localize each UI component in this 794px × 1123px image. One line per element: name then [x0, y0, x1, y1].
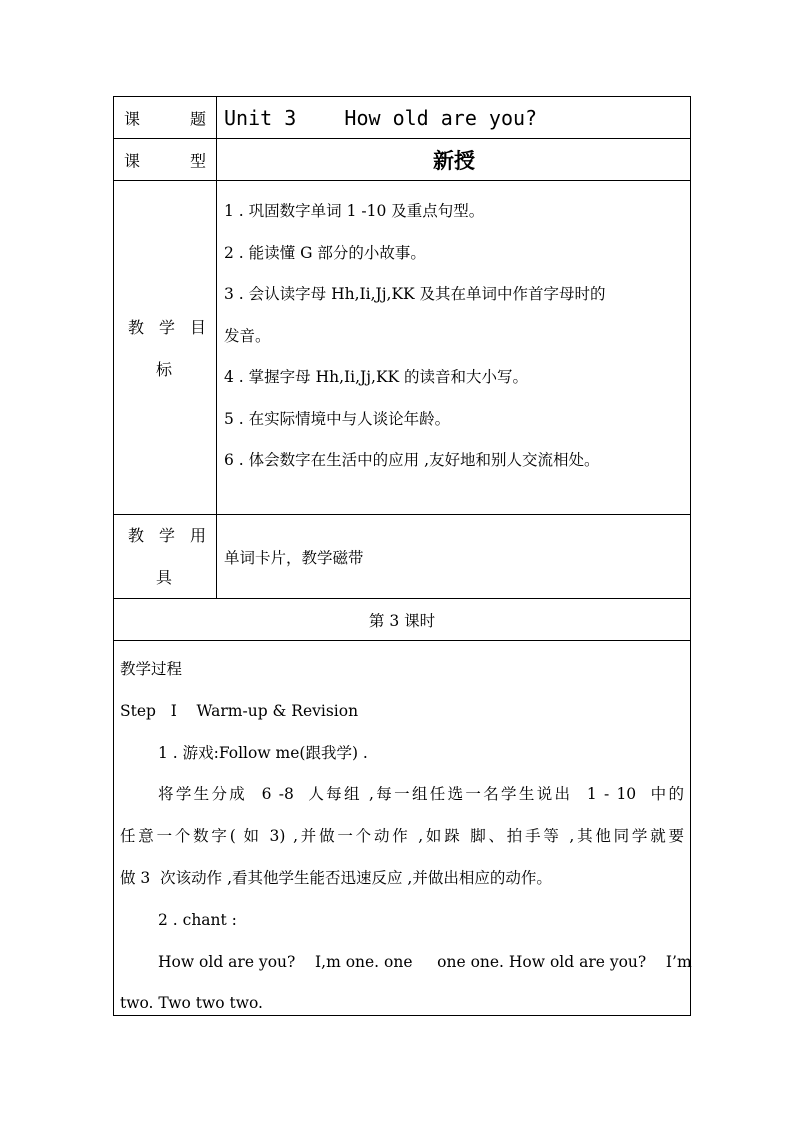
type-value-cell	[218, 139, 690, 180]
row-tools	[114, 515, 690, 599]
tools-label-cell	[114, 515, 217, 598]
lesson-period: 第 3 课时	[368, 611, 436, 630]
tools-label-line-2: 具	[156, 568, 173, 587]
objectives-list	[224, 191, 684, 482]
process-item-1-line-1: 将学生分成 6 -8 人每组 ,每一组任选一名学生说出 1 - 10 中的	[158, 785, 684, 804]
type-label-char-2: 型	[189, 151, 206, 170]
objectives-value-cell	[218, 181, 690, 514]
objective-item: 5 . 在实际情境中与人谈论年龄。	[224, 409, 451, 428]
topic-value-cell	[218, 97, 690, 138]
row-objectives	[114, 181, 690, 515]
process-step: Step I Warm-up & Revision	[120, 701, 359, 720]
teaching-tools: 单词卡片，教学磁带	[224, 548, 364, 567]
row-period	[114, 599, 690, 641]
teaching-process	[120, 649, 692, 1025]
topic-label-cell	[114, 97, 217, 138]
row-topic	[114, 97, 690, 139]
objective-item: 4 . 掌握字母 Hh,Ii,Jj,KK 的读音和大小写。	[224, 368, 529, 386]
chant-line-1: How old are you? I,m one. one one one. How old are you? I’m	[158, 952, 692, 971]
objective-item: 2 . 能读懂 G 部分的小故事。	[224, 243, 426, 262]
objective-item: 6 . 体会数字在生活中的应用 ,友好地和别人交流相处。	[224, 451, 600, 469]
process-item-1-line-2: 任意一个数字( 如 3) ,并做一个动作 ,如跺 脚、拍手等 ,其他同学就要	[120, 827, 684, 846]
lesson-type: 新授	[433, 147, 475, 173]
objectives-label-cell	[114, 181, 217, 514]
process-item-1-line-3: 做 3 次该动作 ,看其他学生能否迅速反应 ,并做出相应的动作。	[120, 868, 552, 887]
topic-label-char-1: 课	[124, 109, 141, 128]
process-item-2-title: 2 . chant :	[158, 910, 237, 929]
objectives-label-line-1: 教学目	[128, 318, 206, 337]
row-type	[114, 139, 690, 181]
objective-item: 发音。	[224, 326, 271, 345]
type-label-char-1: 课	[124, 151, 141, 170]
tools-label-line-1: 教学用	[128, 526, 206, 545]
process-item-1-title: 1 . 游戏:Follow me(跟我学) .	[158, 743, 368, 762]
objective-item: 3 . 会认读字母 Hh,Ii,Jj,KK 及其在单词中作首字母时的	[224, 285, 606, 303]
process-heading: 教学过程	[120, 660, 183, 678]
objective-item: 1 . 巩固数字单词 1 -10 及重点句型。	[224, 202, 485, 220]
tools-value-cell	[218, 515, 690, 598]
topic-label-char-2: 题	[189, 109, 206, 128]
chant-line-2: two. Two two two.	[120, 994, 263, 1013]
type-label-cell	[114, 139, 217, 180]
unit-title: Unit 3 How old are you?	[224, 105, 538, 130]
lesson-plan-table	[113, 96, 691, 1016]
objectives-label-line-2: 标	[156, 360, 173, 379]
row-process	[114, 641, 690, 1015]
